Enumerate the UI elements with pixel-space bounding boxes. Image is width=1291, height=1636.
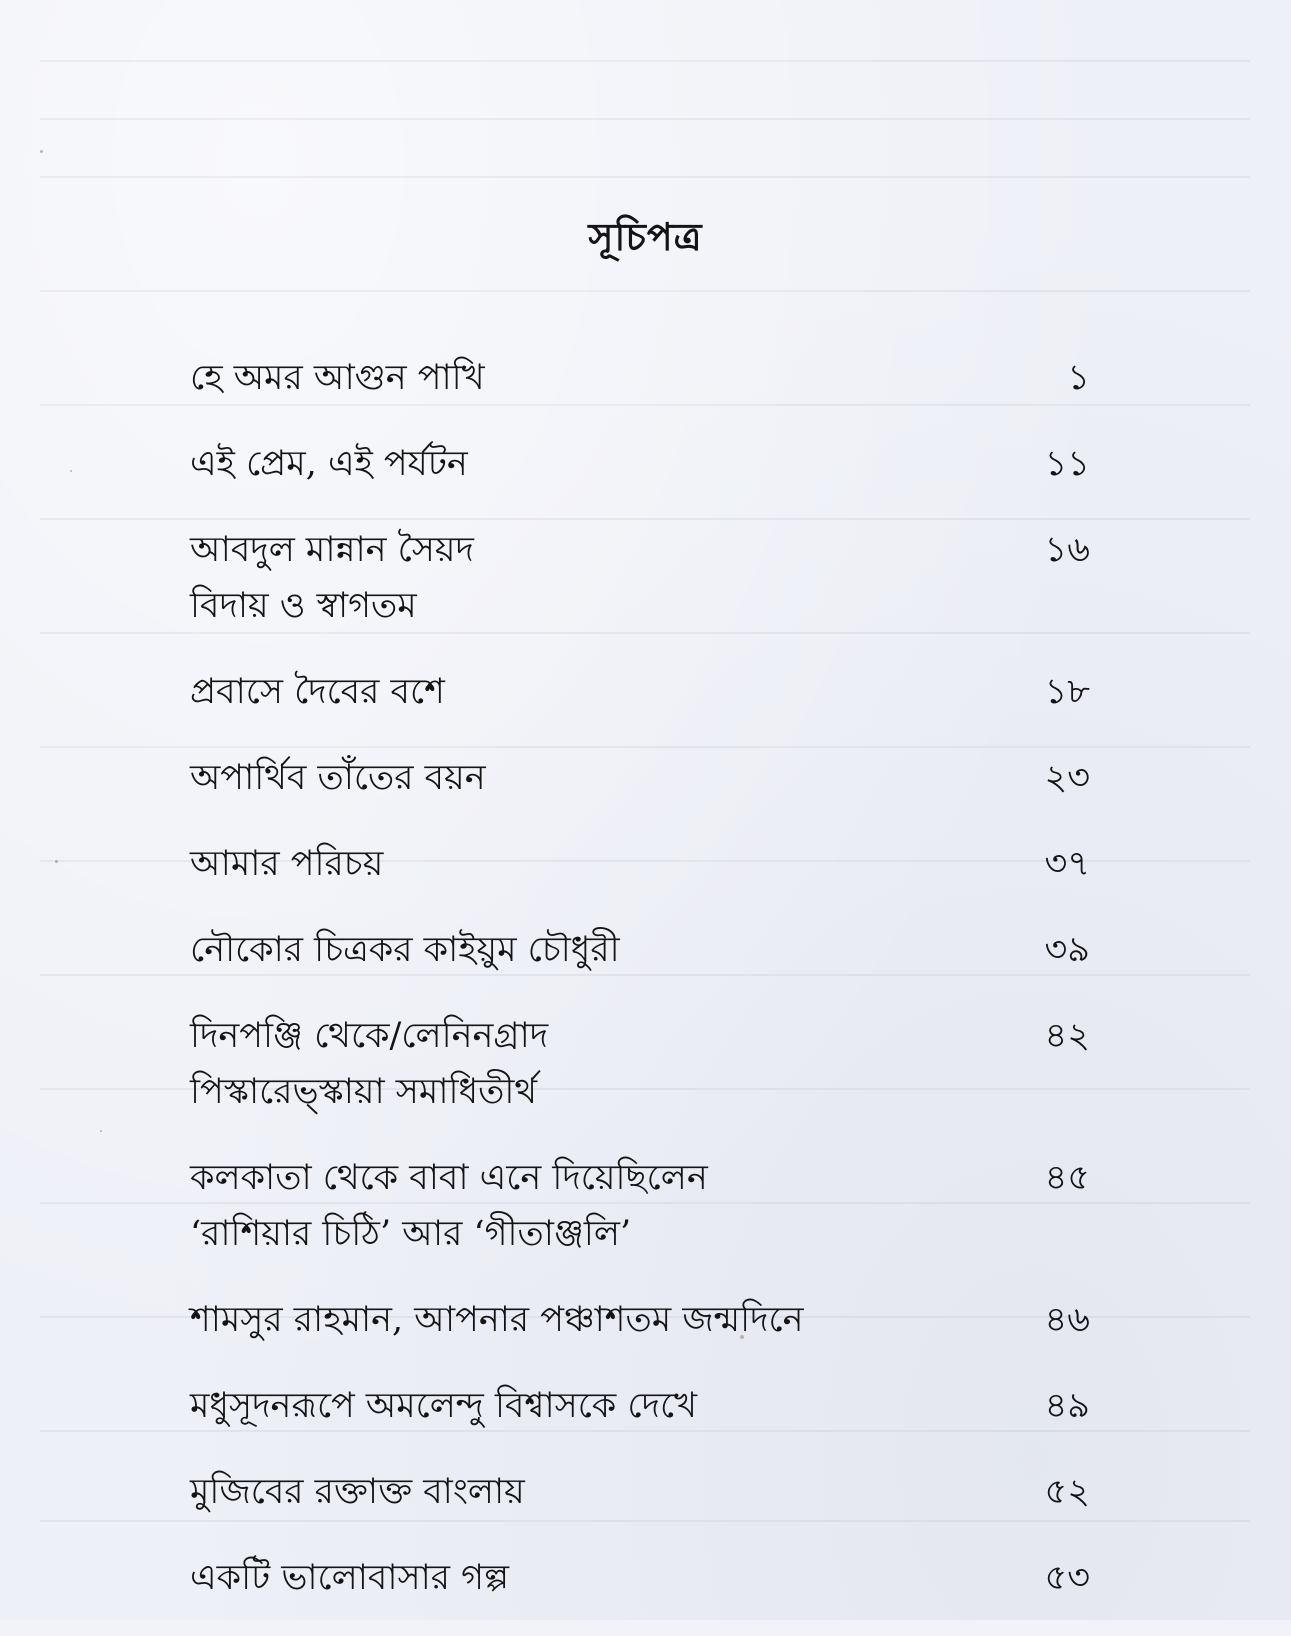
- toc-page-number: ৫৩: [1044, 1558, 1090, 1598]
- toc-entry-title: পিস্কারেভ্স্কায়া সমাধিতীর্থ: [190, 1072, 538, 1112]
- toc-page-number: ১৮: [1044, 672, 1090, 712]
- toc-entry: [190, 522, 1120, 634]
- toc-entry-title: শামসুর রাহমান, আপনার পঞ্চাশতম জন্মদিনে: [190, 1300, 804, 1340]
- toc-entry: [190, 1550, 1120, 1606]
- toc-entry-title: এই প্রেম, এই পর্যটন: [190, 444, 468, 484]
- toc-page-number: ৪২: [1044, 1016, 1090, 1056]
- toc-page-number: ১১: [1044, 444, 1090, 484]
- toc-entry-title: দিনপঞ্জি থেকে/লেনিনগ্রাদ: [190, 1016, 549, 1056]
- toc-entry-title: আবদুল মান্নান সৈয়দ: [190, 530, 474, 570]
- toc-page-number: ৪৫: [1044, 1158, 1090, 1198]
- toc-entry: [190, 836, 1120, 892]
- toc-page-number: ৫২: [1044, 1472, 1090, 1512]
- toc-entry-title: বিদায় ও স্বাগতম: [190, 586, 417, 626]
- toc-page-number: ১৬: [1044, 530, 1090, 570]
- toc-page-number: ২৩: [1044, 758, 1090, 798]
- toc-entry: [190, 664, 1120, 720]
- toc-entry: [190, 922, 1120, 978]
- page-title: সূচিপত্র: [588, 214, 703, 259]
- toc-entry-title: একটি ভালোবাসার গল্প: [190, 1558, 510, 1598]
- toc-page-number: ১: [1067, 358, 1090, 398]
- toc-page-number: ৩৭: [1044, 844, 1090, 884]
- toc-entry: [190, 750, 1120, 806]
- toc-entry-title: ‘রাশিয়ার চিঠি’ আর ‘গীতাঞ্জলি’: [190, 1214, 632, 1254]
- toc-entry: [190, 350, 1120, 406]
- toc-entry-title: কলকাতা থেকে বাবা এনে দিয়েছিলেন: [190, 1158, 708, 1198]
- toc-page-number: ৪৯: [1044, 1386, 1090, 1426]
- toc-entry-title: মধুসূদনরূপে অমলেন্দু বিশ্বাসকে দেখে: [190, 1386, 698, 1426]
- toc-entry: [190, 1150, 1120, 1262]
- toc-entry-title: মুজিবের রক্তাক্ত বাংলায়: [190, 1472, 525, 1512]
- toc-entry: [190, 1378, 1120, 1434]
- toc-entry: [190, 1464, 1120, 1520]
- toc-page-number: ৩৯: [1044, 930, 1090, 970]
- toc-entry: [190, 436, 1120, 492]
- toc-entry-title: আমার পরিচয়: [190, 844, 384, 884]
- toc-entry-title: প্রবাসে দৈবের বশে: [190, 672, 445, 712]
- toc-entry-title: হে অমর আগুন পাখি: [190, 358, 485, 398]
- table-of-contents: [190, 350, 1120, 1636]
- toc-entry: [190, 1292, 1120, 1348]
- toc-entry-title: নৌকোর চিত্রকর কাইয়ুম চৌধুরী: [190, 930, 620, 970]
- toc-entry: [190, 1008, 1120, 1120]
- toc-entry-title: অপার্থিব তাঁতের বয়ন: [190, 758, 486, 798]
- toc-page-number: ৪৬: [1044, 1300, 1090, 1340]
